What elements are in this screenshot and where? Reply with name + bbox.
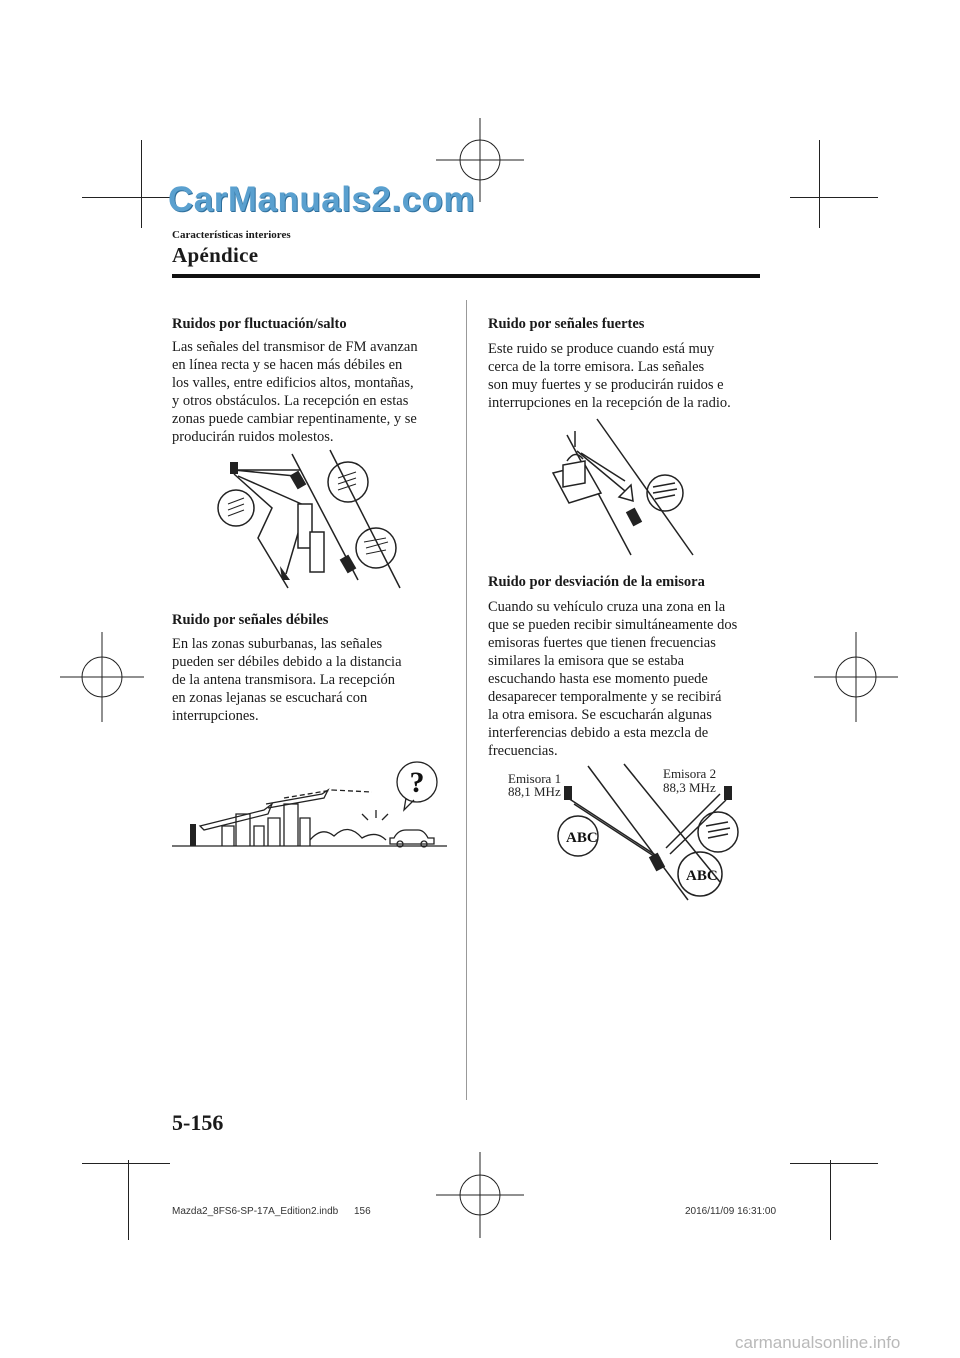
heading-station-drift: Ruido por desviación de la emisora — [488, 574, 705, 590]
svg-text:?: ? — [409, 766, 425, 799]
watermark-logo: CarManuals2.com — [168, 180, 476, 219]
section-label: Características interiores — [172, 229, 291, 241]
paragraph-station-drift: Cuando su vehículo cruza una zona en la que se pueden recibir simultáneamente dos emisoras fuertes que tienen frecuencias similares la emisora que se estaba escuchando hasta ese momento puede desaparecer temporalmente y se recibirá la otra emisora. Se escucharán algunas interferencias debido a esta mezcla de frecuencias. — [488, 599, 738, 759]
station1-name: Emisora 1 — [508, 771, 562, 786]
abc-label-1: ABC — [566, 830, 598, 846]
figure-fluctuation — [210, 448, 410, 598]
page-title: Apéndice — [172, 243, 259, 267]
figure-station-drift — [500, 762, 740, 904]
figure-weak-signals — [172, 760, 447, 850]
footer-datetime: 2016/11/09 16:31:00 — [685, 1206, 777, 1217]
heading-fluctuation: Ruidos por fluctuación/salto — [172, 316, 347, 332]
station2-name: Emisora 2 — [663, 766, 717, 781]
abc-label-2: ABC — [686, 868, 718, 884]
footer-page: 156 — [354, 1206, 371, 1217]
header-rule — [172, 274, 760, 278]
paragraph-strong-signals: Este ruido se produce cuando está muy cerca de la torre emisora. Las señales son muy fuertes y se producirán ruidos e interrupciones en la recepción de la radio. — [488, 341, 731, 411]
footer-file: Mazda2_8FS6-SP-17A_Edition2.indb — [172, 1206, 339, 1217]
figure-strong-signals — [545, 415, 705, 560]
heading-strong-signals: Ruido por señales fuertes — [488, 316, 645, 332]
watermark-footer: carmanualsonline.info — [735, 1333, 901, 1352]
station1-freq: 88,1 MHz — [508, 784, 561, 799]
column-divider — [466, 300, 467, 1100]
heading-weak-signals: Ruido por señales débiles — [172, 612, 329, 628]
paragraph-fluctuation: Las señales del transmisor de FM avanzan en línea recta y se hacen más débiles en los valles, entre edificios altos, montañas, y otros obstáculos. La recepción en estas zonas puede cambiar repentinamente, y se producirán ruidos molestos. — [172, 339, 418, 445]
paragraph-weak-signals: En las zonas suburbanas, las señales pueden ser débiles debido a la distancia de la antena transmisora. La recepción en zonas lejanas se escuchará con interrupciones. — [172, 636, 402, 724]
station2-freq: 88,3 MHz — [663, 780, 716, 795]
page-number: 5-156 — [172, 1110, 224, 1135]
